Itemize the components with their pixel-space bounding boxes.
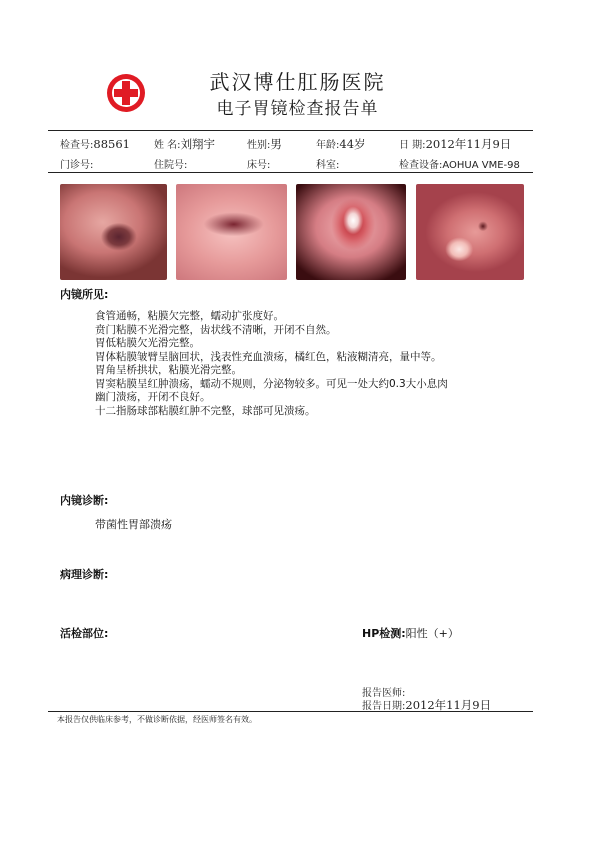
finding-line: 十二指肠球部粘膜红肿不完整，球部可见溃疡。 — [95, 404, 316, 417]
endoscopy-image-gastric-body — [296, 184, 406, 280]
inpatient-number: 住院号: — [154, 160, 188, 171]
findings-label: 内镜所见: — [60, 288, 109, 301]
patient-age: 年龄:44岁 — [316, 137, 366, 151]
finding-line: 胃体粘膜皱臂呈脑回状，浅表性充血溃疡，橘红色，粘液糊清亮，量中等。 — [95, 350, 442, 363]
hospital-name: 武汉博仕肛肠医院 — [209, 70, 386, 94]
report-title: 电子胃镜检查报告单 — [216, 99, 379, 119]
report-date: 报告日期:2012年11月9日 — [362, 698, 492, 712]
info-divider — [48, 172, 533, 173]
pathology-label: 病理诊断: — [60, 568, 109, 581]
exam-device: 检查设备:AOHUA VME-98 — [399, 160, 520, 171]
patient-name: 姓 名:刘翔宇 — [154, 137, 216, 151]
exam-date: 日 期:2012年11月9日 — [399, 137, 512, 151]
findings-list — [95, 310, 565, 418]
finding-line: 胃窦粘膜呈红肿溃疡，蠕动不规则，分泌物较多。可见一处大约0.3大小息肉 — [95, 377, 448, 390]
finding-line: 贲门粘膜不光滑完整，齿状线不清晰，开闭不自然。 — [95, 323, 337, 336]
endoscopy-image-cardia — [176, 184, 287, 280]
finding-line: 胃低粘膜欠光滑完整。 — [95, 337, 200, 349]
footer-divider — [48, 711, 533, 712]
disclaimer: 本报告仅供临床参考，不做诊断依据，经医师签名有效。 — [57, 715, 257, 724]
diagnosis-label: 内镜诊断: — [60, 494, 109, 507]
bed-number: 床号: — [247, 160, 271, 171]
biopsy-label: 活检部位: — [60, 627, 109, 640]
report-doctor: 报告医师: — [362, 688, 406, 699]
hp-test: HP检测:阳性（+） — [362, 627, 459, 640]
exam-number: 检查号:88561 — [60, 137, 130, 151]
header-divider — [48, 130, 533, 131]
endoscopy-image-esophagus — [60, 184, 167, 280]
endoscopy-image-antrum — [416, 184, 524, 280]
finding-line: 幽门溃疡，开闭不良好。 — [95, 391, 211, 403]
patient-gender: 性别:男 — [247, 137, 282, 151]
finding-line: 胃角呈桥拱状，粘膜光滑完整。 — [95, 364, 242, 376]
department: 科室: — [316, 160, 340, 171]
finding-line: 食管通畅，粘膜欠完整，蠕动扩张度好。 — [95, 310, 284, 322]
outpatient-number: 门诊号: — [60, 160, 94, 171]
diagnosis-text: 带菌性胃部溃疡 — [95, 518, 172, 531]
